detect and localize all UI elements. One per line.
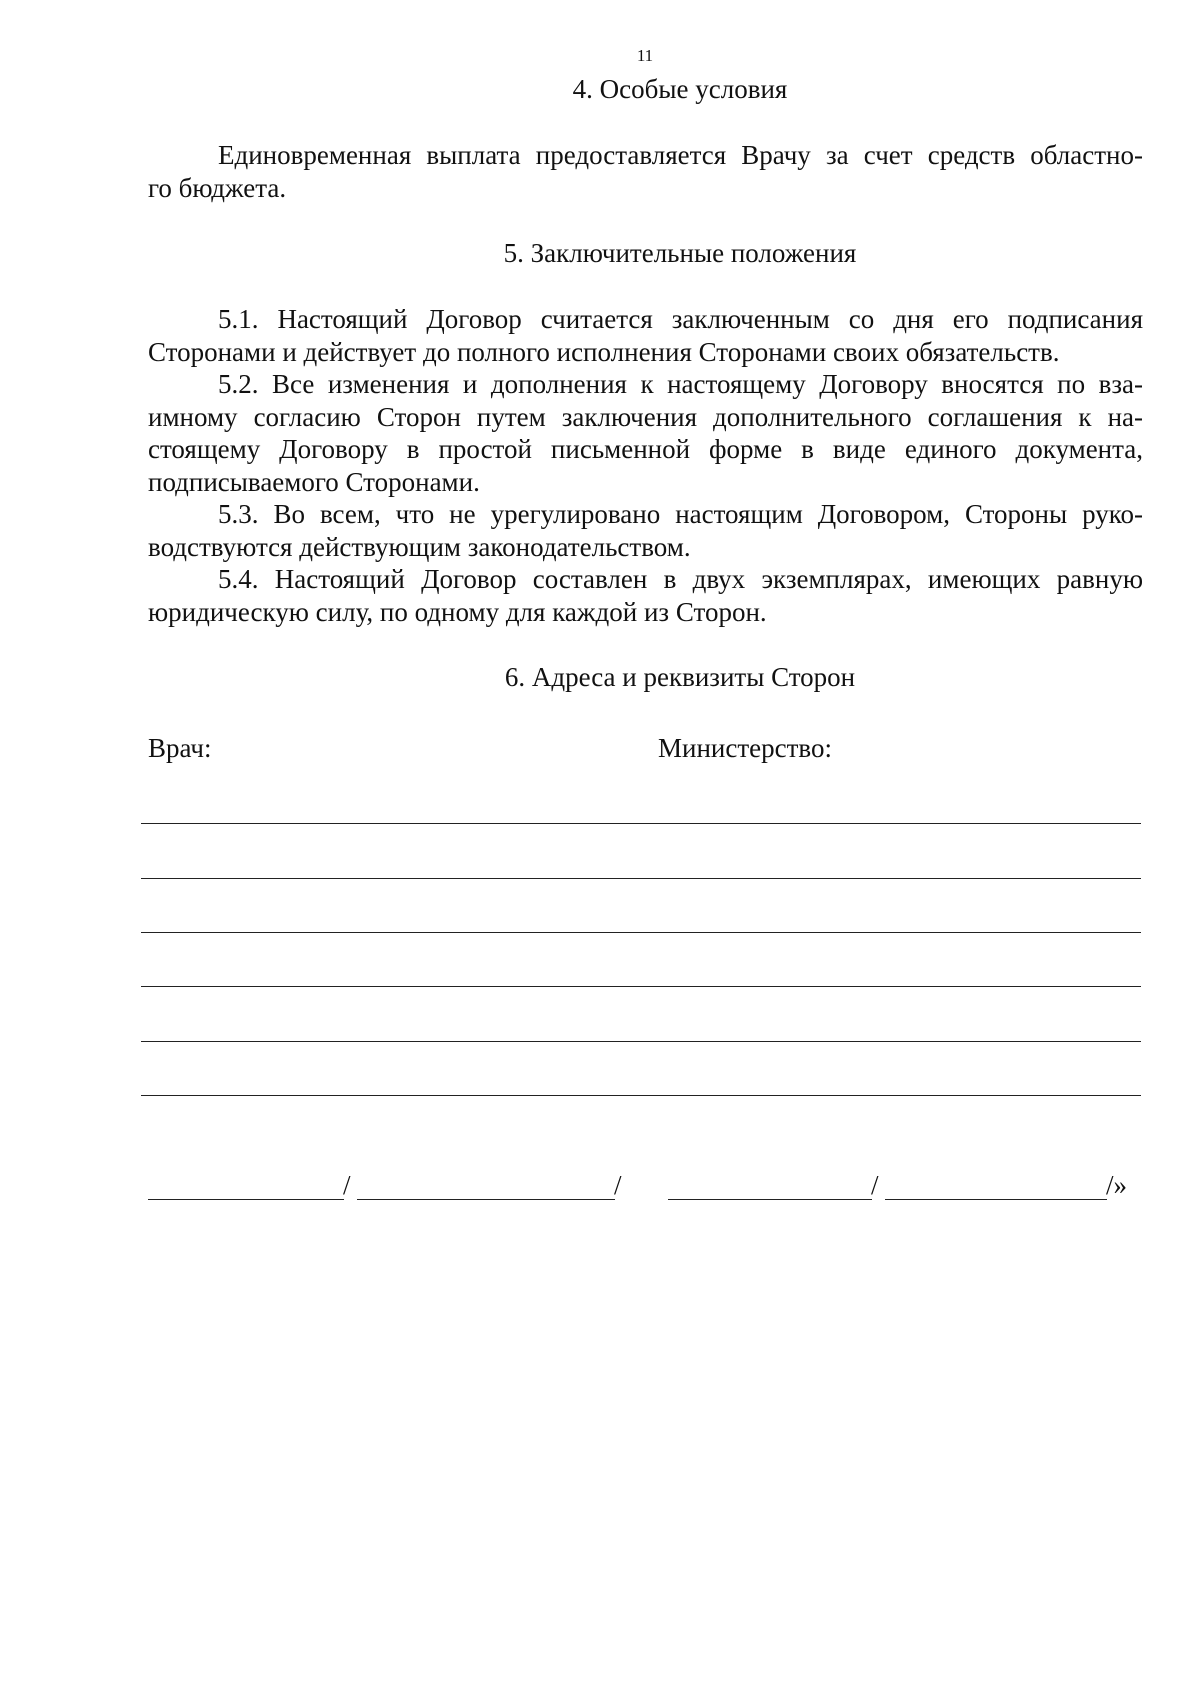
doctor-signature-line[interactable] [148,1199,344,1200]
signature-slash: / [614,1170,622,1200]
paragraph-line: юридическую силу, по одному для каждой из Сторон. [148,596,767,627]
paragraph-line: 5.1. Настоящий Договор считается заключенным со дня его подписания [218,304,1143,334]
ministry-signature-line[interactable] [668,1199,872,1200]
paragraph-line: имному согласию Сторон путем заключения дополнительного соглашения к на- [148,401,1143,432]
page-number: 11 [636,46,654,65]
clause-5-1 [148,303,1143,368]
signature-slash: / [871,1170,879,1200]
requisites-line[interactable] [141,986,1141,987]
signature-slash: / [343,1170,351,1200]
requisites-line[interactable] [141,1041,1141,1042]
paragraph-line: водствуются действующим законодательством. [148,531,691,562]
paragraph-line: Сторонами и действует до полного исполнения Сторонами своих обязательств. [148,336,1060,367]
paragraph-line: Единовременная выплата предоставляется Врачу за счет средств областно- [218,140,1143,170]
party-ministry-label: Министерство: [658,733,832,763]
party-doctor-label: Врач: [148,733,212,763]
section-5-heading: 5. Заключительные положения [503,238,857,268]
paragraph-line: подписываемого Сторонами. [148,466,480,497]
section-4-heading: 4. Особые условия [572,74,788,104]
doctor-name-line[interactable] [357,1199,615,1200]
requisites-line[interactable] [141,878,1141,879]
requisites-line[interactable] [141,823,1141,824]
clause-5-2 [148,368,1143,498]
clause-5-3 [148,498,1143,563]
signature-end-mark: /» [1106,1170,1128,1200]
section-4-paragraph [148,139,1143,204]
paragraph-line: го бюджета. [148,172,287,203]
paragraph-line: 5.4. Настоящий Договор составлен в двух экземплярах, имеющих равную [218,564,1143,594]
paragraph-line: стоящему Договору в простой письменной форме в виде единого документа, [148,434,1143,464]
section-6-heading: 6. Адреса и реквизиты Сторон [504,662,856,692]
requisites-line[interactable] [141,932,1141,933]
paragraph-line: 5.3. Во всем, что не урегулировано настоящим Договором, Стороны руко- [218,499,1143,529]
paragraph-line: 5.2. Все изменения и дополнения к настоящему Договору вносятся по вза- [218,369,1143,399]
requisites-line[interactable] [141,1095,1141,1096]
ministry-name-line[interactable] [885,1199,1107,1200]
clause-5-4 [148,563,1143,628]
